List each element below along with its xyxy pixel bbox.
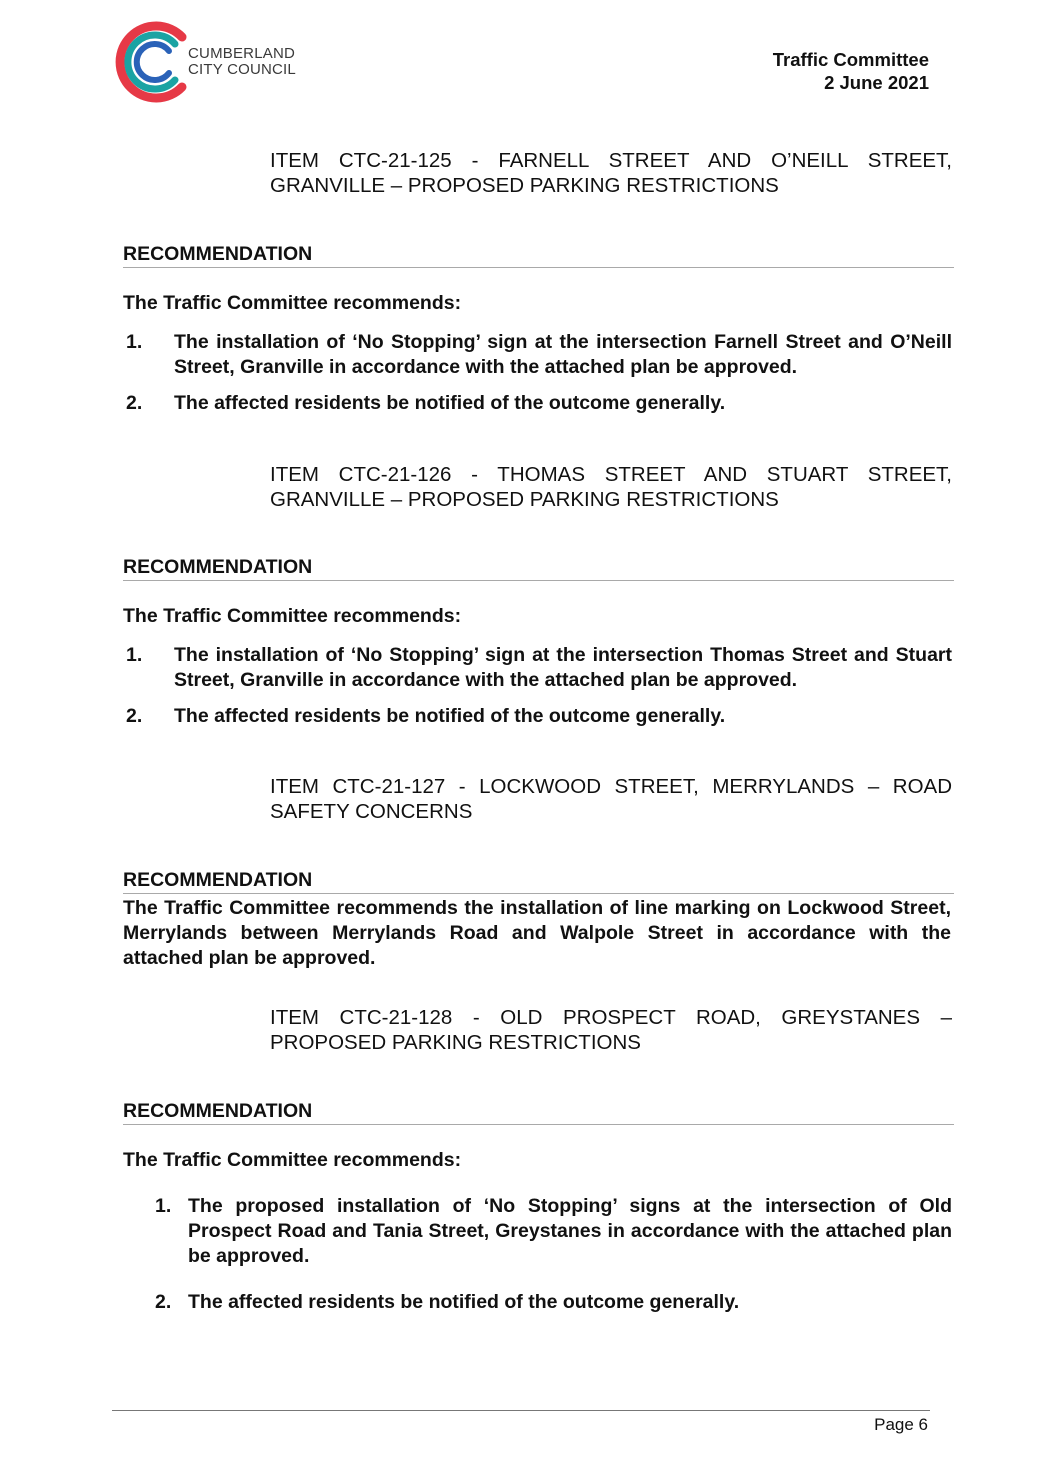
item-title: [270, 774, 952, 824]
item-title: [270, 1005, 952, 1055]
recommendation-heading: RECOMMENDATION: [123, 242, 954, 268]
council-logo: [112, 20, 312, 104]
point-number: 2.: [155, 1291, 172, 1313]
recommendation-heading: RECOMMENDATION: [123, 868, 954, 894]
recommendation-paragraph: The Traffic Committee recommends the installation of line marking on Lockwood Street, Merrylands between Merrylands Road and Walpole Street in accordance with the attached plan be approved.: [123, 897, 951, 969]
council-logo-text: [188, 46, 296, 78]
recommendation-point: [155, 1290, 952, 1315]
recommendation-point: [155, 1194, 952, 1269]
item-title-line: GRANVILLE – PROPOSED PARKING RESTRICTIONS: [270, 174, 779, 197]
council-logo-icon: [112, 20, 188, 104]
item-title: [270, 148, 952, 198]
item-title-line: ITEM CTC-21-128 - OLD PROSPECT ROAD, GREYSTANES –: [270, 1006, 952, 1029]
point-number: 2.: [126, 705, 143, 727]
recommendation-heading: RECOMMENDATION: [123, 1099, 954, 1125]
footer-divider: [112, 1410, 930, 1411]
point-number: 1.: [155, 1195, 172, 1217]
point-number: 2.: [126, 392, 143, 414]
point-text: The affected residents be notified of the outcome generally.: [174, 705, 726, 727]
item-title-line: SAFETY CONCERNS: [270, 800, 473, 823]
recommendation-intro: The Traffic Committee recommends:: [123, 292, 462, 314]
point-text: The installation of ‘No Stopping’ sign at the intersection Farnell Street and O’Neill Street, Granville in accordance with the attached plan be approved.: [174, 331, 952, 378]
item-title-line: ITEM CTC-21-125 - FARNELL STREET AND O’NEILL STREET,: [270, 149, 952, 172]
point-text: The affected residents be notified of the outcome generally.: [174, 392, 726, 414]
recommendation-intro: The Traffic Committee recommends:: [123, 605, 462, 627]
recommendation-point: [126, 330, 952, 380]
item-title-line: ITEM CTC-21-126 - THOMAS STREET AND STUART STREET,: [270, 463, 952, 486]
page-number: Page 6: [874, 1415, 928, 1434]
recommendation-heading: RECOMMENDATION: [123, 555, 954, 581]
recommendation-point: [126, 643, 952, 693]
item-title-line: ITEM CTC-21-127 - LOCKWOOD STREET, MERRYLANDS – ROAD: [270, 775, 952, 798]
logo-line-2: CITY COUNCIL: [188, 61, 296, 78]
point-text: The affected residents be notified of the outcome generally.: [188, 1291, 740, 1313]
item-title-line: GRANVILLE – PROPOSED PARKING RESTRICTIONS: [270, 488, 779, 511]
meeting-date: 2 June 2021: [824, 72, 929, 93]
point-text: The proposed installation of ‘No Stopping’ signs at the intersection of Old Prospect Road and Tania Street, Greystanes in accordance with the attached plan be approved.: [188, 1195, 952, 1267]
point-number: 1.: [126, 644, 143, 666]
point-number: 1.: [126, 331, 143, 353]
item-title: [270, 462, 952, 512]
document-meta: [773, 48, 929, 94]
recommendation-point: [126, 391, 952, 416]
logo-line-1: CUMBERLAND: [188, 45, 296, 62]
committee-name: Traffic Committee: [772, 49, 929, 70]
point-text: The installation of ‘No Stopping’ sign at the intersection Thomas Street and Stuart Street, Granville in accordance with the attached plan be approved.: [174, 644, 952, 691]
item-title-line: PROPOSED PARKING RESTRICTIONS: [270, 1031, 641, 1054]
recommendation-intro: The Traffic Committee recommends:: [123, 1149, 462, 1171]
recommendation-point: [126, 704, 952, 729]
